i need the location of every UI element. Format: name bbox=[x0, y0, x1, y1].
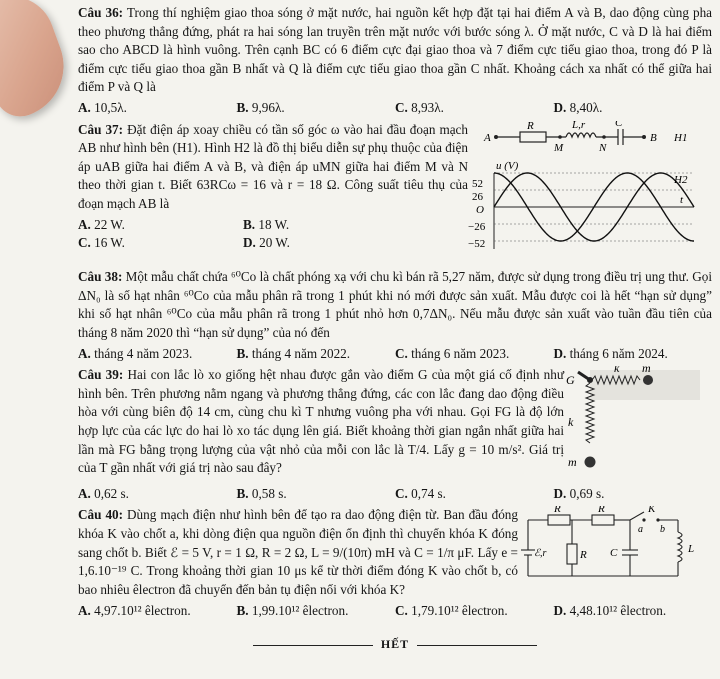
option-c[interactable]: C. 16 W. bbox=[78, 235, 125, 251]
circuit-and-graph bbox=[468, 121, 712, 259]
option-b[interactable]: B. 1,99.10¹² êlectron. bbox=[236, 603, 349, 619]
options-38 bbox=[78, 345, 712, 364]
label-m-vertical: m bbox=[568, 455, 577, 470]
label-n: N bbox=[599, 141, 607, 154]
question-number: Câu 37: bbox=[78, 121, 124, 137]
node-b bbox=[642, 135, 646, 139]
label-h1: H1 bbox=[674, 131, 688, 144]
divider-right bbox=[417, 645, 537, 646]
options-40 bbox=[78, 602, 712, 621]
graph-h2 bbox=[494, 173, 694, 249]
label-b: b bbox=[660, 524, 665, 536]
figure-39 bbox=[564, 366, 712, 484]
label-r2: R bbox=[598, 506, 605, 516]
axis-label-u: u (V) bbox=[496, 159, 519, 172]
option-a[interactable]: A. 22 W. bbox=[78, 216, 125, 232]
option-b[interactable]: B. 9,96λ. bbox=[236, 99, 285, 115]
finger-photo-artifact bbox=[0, 0, 78, 124]
tick-52: 52 bbox=[472, 177, 483, 190]
question-number: Câu 40: bbox=[78, 507, 124, 523]
node-m bbox=[558, 135, 562, 139]
end-marker: HẾT bbox=[78, 635, 712, 654]
question-38 bbox=[78, 268, 712, 342]
label-b: B bbox=[650, 131, 657, 144]
option-a[interactable]: A. 4,97.10¹² êlectron. bbox=[78, 603, 191, 619]
origin: O bbox=[476, 203, 484, 216]
question-number: Câu 38: bbox=[78, 269, 123, 285]
node-n bbox=[602, 135, 606, 139]
label-r1: R bbox=[554, 506, 561, 516]
option-b[interactable]: B. 18 W. bbox=[243, 216, 290, 232]
option-a[interactable]: A. tháng 4 năm 2023. bbox=[78, 345, 193, 361]
options-39 bbox=[78, 485, 712, 504]
label-k-horizontal: k bbox=[614, 366, 620, 376]
label-l: L bbox=[688, 543, 695, 556]
options-37 bbox=[78, 216, 408, 253]
question-40 bbox=[78, 506, 712, 601]
mass-horizontal bbox=[643, 375, 653, 385]
label-g: G bbox=[566, 373, 575, 388]
label-m: M bbox=[554, 141, 564, 154]
question-number: Câu 36: bbox=[78, 5, 124, 20]
question-text: Trong thí nghiệm giao thoa sóng ở mặt nước, hai nguồn kết hợp đặt tại hai điểm A và B, dao động cùng pha theo phương thẳng đứng, phát ra hai sóng lan truyền trên mặt nước với bước sóng λ. Ở mặt nước, C và D là hai điểm sao cho ABCD là hình vuông. Trên cạnh BC có 6 điểm cực đại giao thoa và 7 điểm cực tiểu giao thoa, trong đó P là điểm cực tiểu giao thoa gần B nhất và Q là điểm cực tiểu giao thoa gần C nhất. Khoảng cách xa nhất có thể giữa hai điểm P và Q là bbox=[78, 5, 713, 95]
question-text: Dùng mạch điện như hình bên để tạo ra dao động điện từ. Ban đầu đóng khóa K vào chốt a, khi dòng điện qua nguồn điện ổn định thì chuyển khóa K đóng sang chốt b. Biết ℰ = 5 V, r = 1 Ω, R = 2 Ω, L = 9/(10π) mH và C = 1/π μF. Lấy e = 1,6.10⁻¹⁹ C. Trong khoảng thời gian 10 μs kể từ thời điểm đóng K vào chốt b, có bao nhiêu êlectron đã chuyển đến bản tụ điện nối với khóa K? bbox=[78, 507, 518, 597]
option-c[interactable]: C. 0,74 s. bbox=[395, 485, 446, 501]
mass-vertical bbox=[585, 457, 596, 468]
label-k-vertical: k bbox=[568, 415, 574, 430]
question-37 bbox=[78, 121, 712, 265]
tick-minus-52: −52 bbox=[468, 237, 486, 250]
label-r3: R bbox=[580, 549, 587, 562]
options-36 bbox=[78, 99, 712, 118]
option-d[interactable]: D. 4,48.10¹² êlectron. bbox=[553, 603, 667, 619]
contact-b bbox=[656, 519, 659, 522]
tick-minus-26: −26 bbox=[468, 220, 486, 233]
figure-37 bbox=[468, 121, 712, 265]
option-b[interactable]: B. tháng 4 năm 2022. bbox=[236, 345, 351, 361]
node-a bbox=[494, 135, 498, 139]
option-c[interactable]: C. 1,79.10¹² êlectron. bbox=[395, 603, 508, 619]
label-c: C bbox=[610, 547, 618, 560]
figure-40 bbox=[518, 506, 712, 601]
option-a[interactable]: A. 10,5λ. bbox=[78, 99, 127, 115]
option-d[interactable]: D. 0,69 s. bbox=[553, 485, 605, 501]
label-r: R bbox=[527, 120, 534, 132]
label-lr: L,r bbox=[572, 120, 586, 131]
question-number: Câu 39: bbox=[78, 367, 124, 383]
option-d[interactable]: D. 8,40λ. bbox=[553, 99, 603, 115]
contact-a bbox=[642, 519, 645, 522]
question-36 bbox=[78, 4, 712, 97]
question-text: Hai con lắc lò xo giống hệt nhau được gắn vào điểm G của một giá cố định như hình bên. Trên phương nằm ngang và phương thẳng đứng, các con lắc đang dao động điều hòa với cùng biên độ 14 cm, cùng chu kì T nhưng vuông pha với nhau. Gọi FG là độ lớn hợp lực của các lực do hai lò xo tác dụng lên giá. Biết khoảng thời gian ngắn nhất giữa hai lần mà FG bằng trọng lượng của vật nhỏ của mỗi con lắc là T/4. Lấy g = 10 m/s². Giá trị của T gần nhất với giá trị nào sau đây? bbox=[78, 367, 564, 476]
option-d[interactable]: D. tháng 6 năm 2024. bbox=[553, 345, 668, 361]
question-text: Một mẫu chất chứa ⁶⁰Co là chất phóng xạ với chu kì bán rã 5,27 năm, được sử dụng trong điều trị ung thư. Gọi ΔN₀ là số hạt nhân ⁶⁰Co của mẫu phân rã trong 1 phút khi nó mới được sản xuất. Mẫu được coi là hết “hạn sử dụng” khi số hạt nhân ⁶⁰Co của mẫu phân rã trong 1 phút nhỏ hơn 0,7ΔN₀. Nếu mẫu được sản xuất vào tuần đầu tiên của tháng 8 năm 2020 thì “hạn sử dụng” của nó đến bbox=[78, 269, 712, 340]
question-text: Đặt điện áp xoay chiều có tần số góc ω vào hai đầu đoạn mạch AB như hình bên (H1). Hình H2 là đồ thị biểu diễn sự phụ thuộc của điện áp uAB giữa hai điểm A và B, và điện áp uMN giữa hai điểm M và N theo thời gian t. Biết 63RCω = 16 và r = 18 Ω. Công suất tiêu thụ của đoạn mạch AB là bbox=[78, 121, 469, 211]
divider-left bbox=[253, 645, 373, 646]
label-a: a bbox=[638, 524, 643, 536]
axis-label-t: t bbox=[680, 193, 684, 206]
option-d[interactable]: D. 20 W. bbox=[243, 235, 290, 251]
option-a[interactable]: A. 0,62 s. bbox=[78, 485, 129, 501]
label-a: A bbox=[484, 131, 491, 144]
pendulum-figure bbox=[564, 366, 704, 478]
label-emf: ℰ,r bbox=[534, 548, 547, 560]
question-39 bbox=[78, 366, 712, 484]
label-k: K bbox=[648, 506, 656, 516]
label-c: C bbox=[615, 120, 623, 129]
lc-circuit bbox=[518, 506, 708, 586]
option-b[interactable]: B. 0,58 s. bbox=[236, 485, 287, 501]
option-c[interactable]: C. tháng 6 năm 2023. bbox=[395, 345, 510, 361]
label-m-horizontal: m bbox=[642, 366, 651, 376]
circuit-h1 bbox=[496, 129, 644, 145]
tick-26: 26 bbox=[472, 190, 483, 203]
exam-page bbox=[78, 4, 712, 653]
option-c[interactable]: C. 8,93λ. bbox=[395, 99, 444, 115]
label-h2: H2 bbox=[674, 173, 688, 186]
